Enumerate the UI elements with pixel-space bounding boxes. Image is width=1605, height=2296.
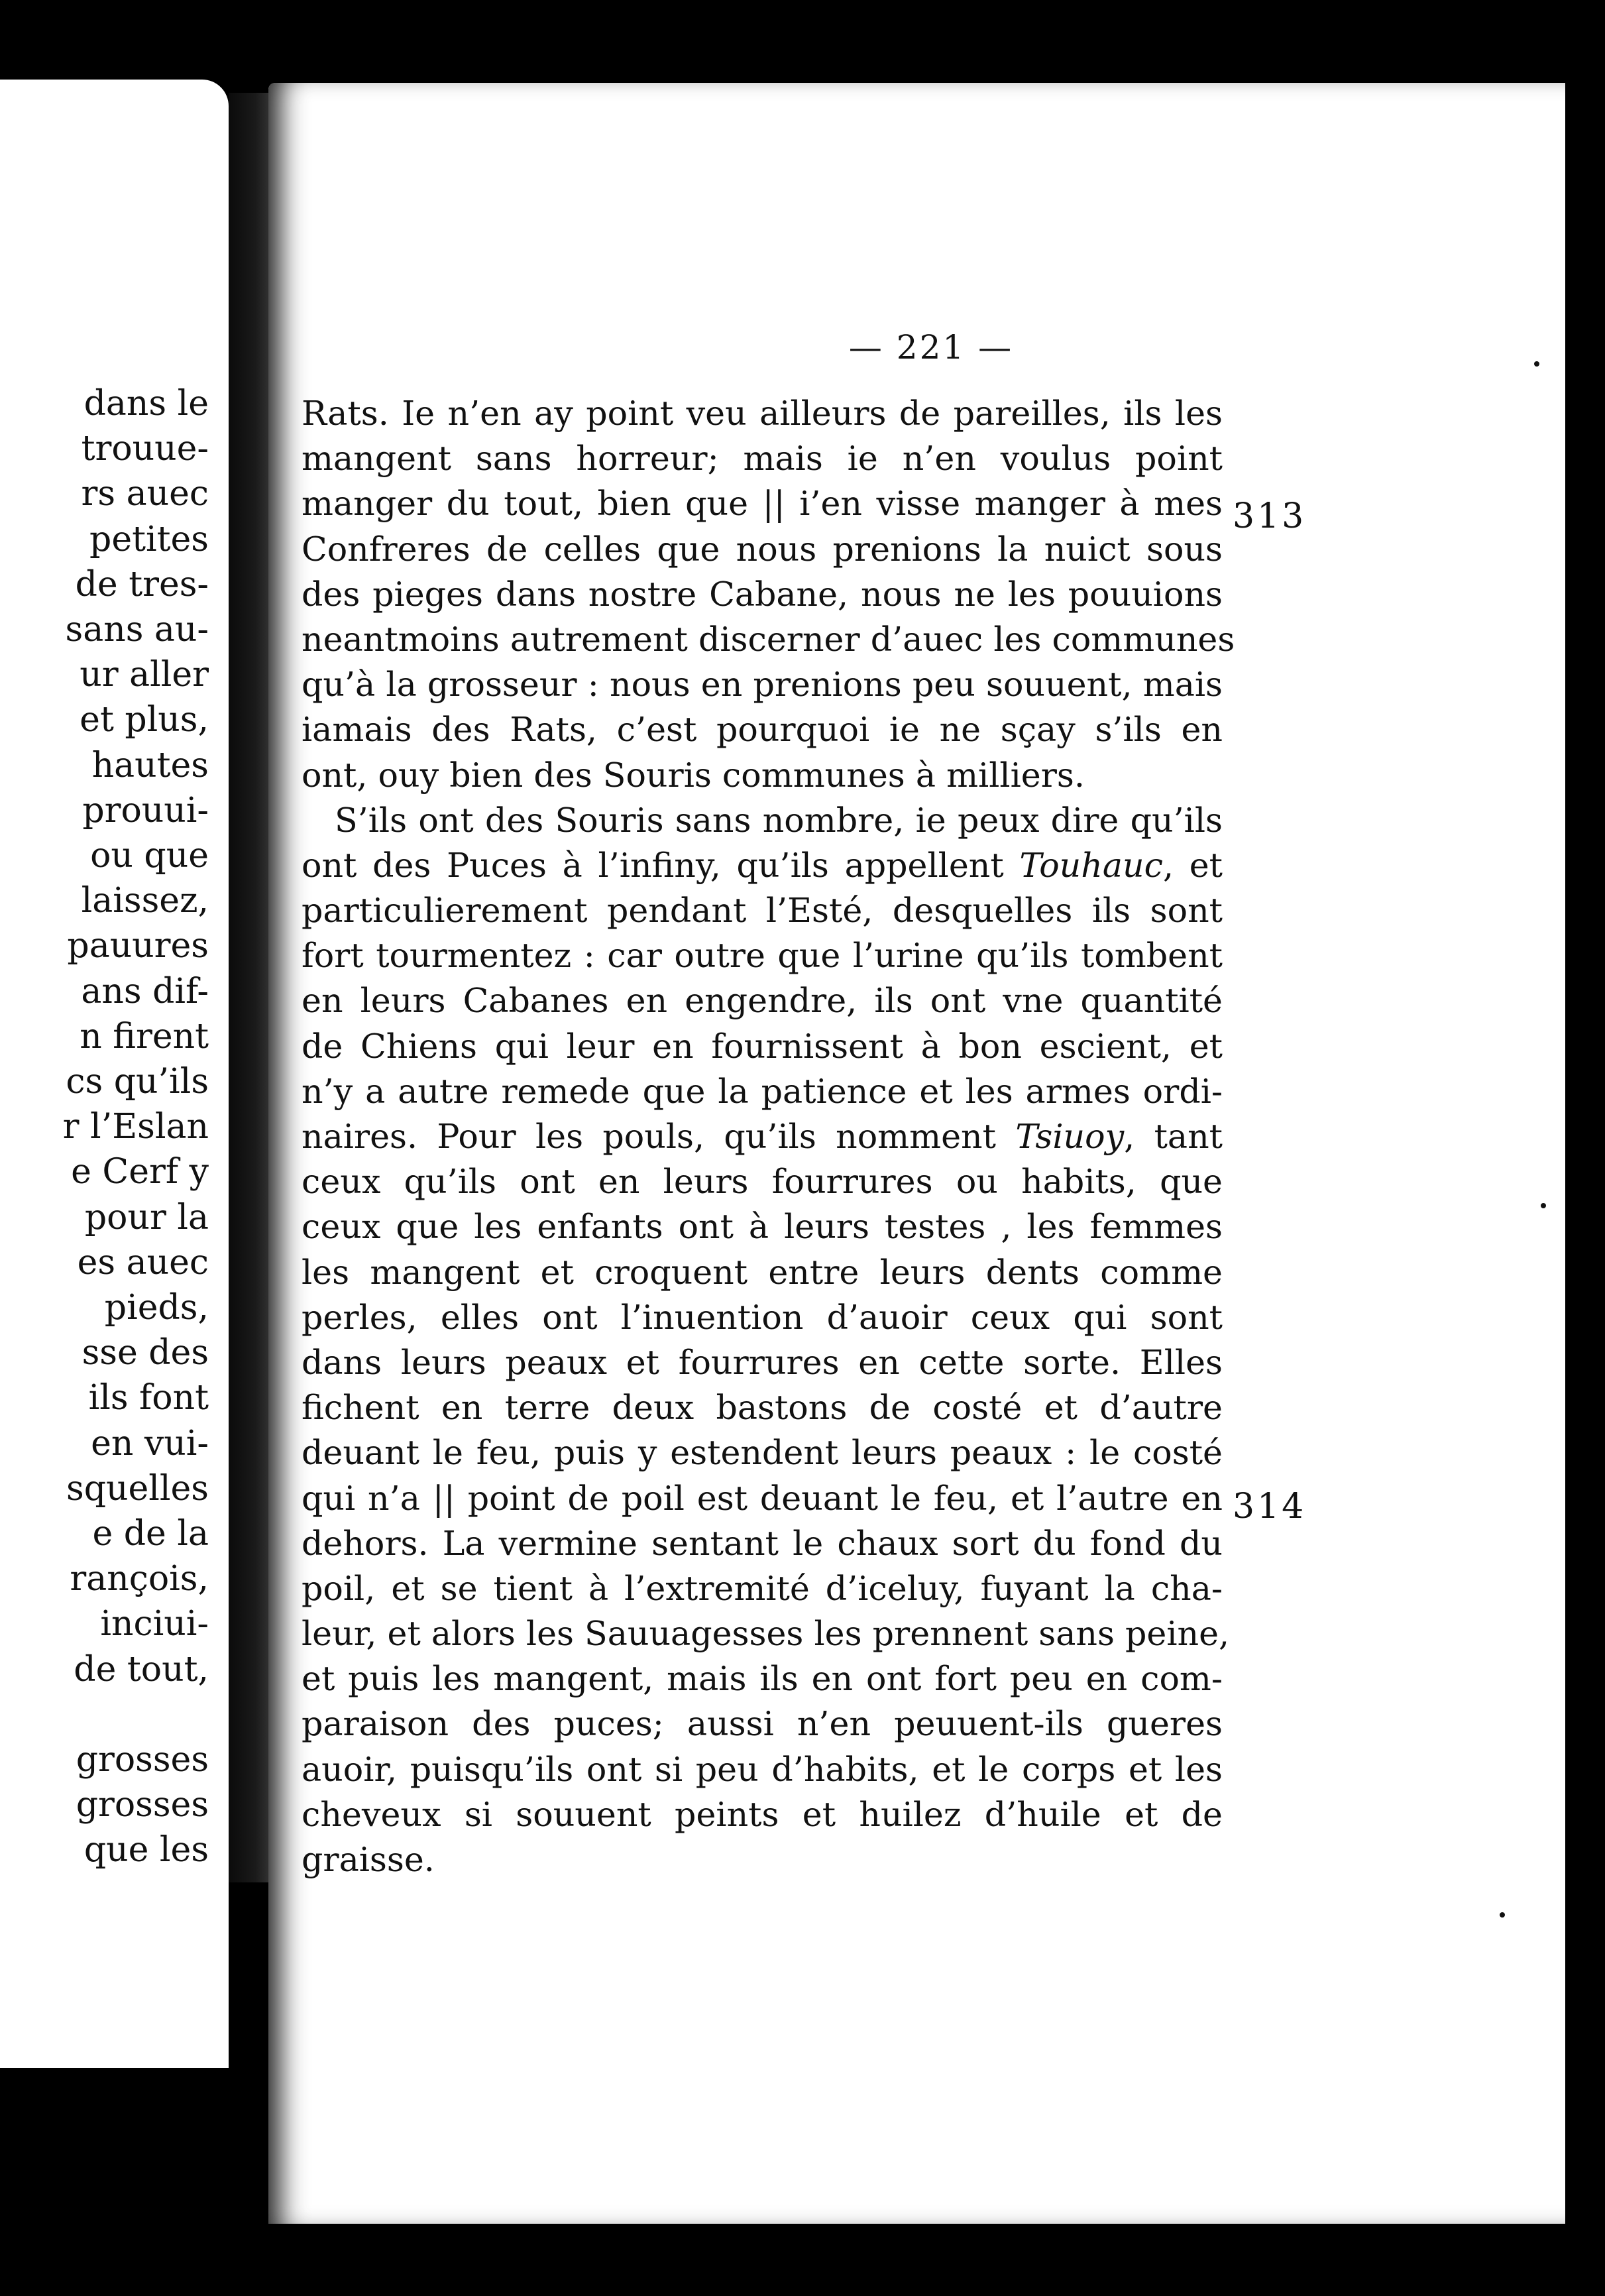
text-line: neantmoins autrement discerner d’auec les communes [302, 619, 1235, 659]
text-line: fichent en terre deux bastons de costé et d’autre [302, 1388, 1223, 1428]
left-page-line: et plus, [80, 700, 209, 740]
text-line [302, 1114, 1223, 1159]
text-segment: , tant [1124, 1117, 1223, 1156]
left-page-line: rançois, [70, 1559, 209, 1599]
left-page-line: pour la [84, 1197, 209, 1237]
left-page-line: sans au- [65, 610, 209, 650]
right-page [268, 83, 1577, 2224]
text-line: de Chiens qui leur en fournissent à bon escient, et [302, 1026, 1223, 1066]
text-line [302, 843, 1223, 888]
left-page-line: sse des [82, 1333, 209, 1373]
left-page-line: laissez, [81, 881, 209, 921]
text-line: iamais des Rats, c’est pourquoi ie ne sçay s’ils en [302, 710, 1223, 750]
text-segment: ont des Puces à l’infiny, qu’ils appellent [302, 845, 1004, 885]
text-line: mangent sans horreur; mais ie n’en voulus point [302, 439, 1223, 479]
text-line: S’ils ont des Souris sans nombre, ie peux dire qu’ils [335, 800, 1223, 840]
scan-speck [1534, 361, 1539, 367]
left-page-line: que les [83, 1830, 209, 1870]
text-line: paraison des puces; aussi n’en peuuent-ils gueres [302, 1704, 1223, 1744]
text-line: et puis les mangent, mais ils en ont fort peu en com- [302, 1659, 1223, 1699]
text-line: qui n’a || point de poil est deuant le feu, et l’autre en [302, 1478, 1223, 1518]
text-line: dehors. La vermine sentant le chaux sort du fond du [302, 1523, 1223, 1563]
text-line: poil, et se tient à l’extremité d’iceluy, fuyant la cha- [302, 1568, 1223, 1608]
left-page-line: de tres- [75, 564, 209, 604]
left-page-line: grosses [76, 1739, 209, 1780]
italic-term-touhauc: Touhauc [1019, 845, 1163, 885]
left-page-line: petites [89, 519, 209, 559]
text-line: dans leurs peaux et fourrures en cette sorte. Elles [302, 1342, 1223, 1382]
left-page-line: dans le [83, 384, 209, 424]
text-line: cheveux si souuent peints et huilez d’huile et de [302, 1794, 1223, 1834]
text-line: particulierement pendant l’Esté, desquelles ils sont [302, 891, 1223, 931]
text-line: qu’à la grosseur : nous en prenions peu souuent, mais [302, 665, 1223, 705]
text-segment: , et [1162, 845, 1223, 885]
left-page-line: trouue- [81, 429, 209, 469]
left-page-line: pieds, [104, 1288, 209, 1328]
text-line: en leurs Cabanes en engendre, ils ont vne quantité [302, 981, 1223, 1021]
left-page-line: es auec [77, 1242, 209, 1283]
left-page-line: grosses [76, 1785, 209, 1825]
text-segment: naires. Pour les pouls, qu’ils nomment [302, 1117, 996, 1156]
text-line: n’y a autre remede que la patience et les armes ordi- [302, 1071, 1223, 1111]
text-line: deuant le feu, puis y estendent leurs peaux : le costé [302, 1433, 1223, 1473]
text-line: fort tourmentez : car outre que l’urine qu’ils tombent [302, 936, 1223, 976]
left-page-line: cs qu’ils [66, 1062, 209, 1102]
left-page-line: en vui- [91, 1423, 209, 1464]
left-page-line: ils font [88, 1378, 209, 1418]
left-page-line [63, 1692, 209, 1737]
left-page-line: ur aller [80, 655, 209, 695]
left-page-line: de tout, [74, 1649, 209, 1690]
left-page-line: pauures [67, 926, 209, 966]
left-page-line: hautes [91, 745, 209, 785]
left-page-line: e Cerf y [71, 1152, 209, 1192]
left-facing-page [0, 80, 229, 2068]
left-page-line: n firent [80, 1016, 209, 1057]
scan-border [1565, 0, 1605, 2296]
page-number: — 221 — [848, 328, 1014, 367]
scan-speck [1500, 1912, 1505, 1918]
text-line: manger du tout, bien que || i’en visse manger à mes [302, 484, 1223, 524]
margin-page-reference: 314 [1233, 1487, 1307, 1526]
left-page-line: squelles [66, 1468, 209, 1509]
text-line: ceux que les enfants ont à leurs testes , les femmes [302, 1207, 1223, 1247]
left-page-line: e de la [92, 1514, 209, 1554]
body-text [302, 391, 1235, 1882]
margin-page-reference: 313 [1233, 496, 1307, 536]
text-line: auoir, puisqu’ils ont si peu d’habits, et le corps et les [302, 1749, 1223, 1789]
text-line: leur, et alors les Sauuagesses les prennent sans peine, [302, 1614, 1230, 1654]
text-line: perles, elles ont l’inuention d’auoir ceux qui sont [302, 1297, 1223, 1337]
scan-speck [1541, 1203, 1546, 1208]
text-line: graisse. [302, 1840, 435, 1879]
text-line: ont, ouy bien des Souris communes à milliers. [302, 755, 1085, 795]
text-line: ceux qu’ils ont en leurs fourrures ou habits, que [302, 1162, 1223, 1202]
text-line: Confreres de celles que nous prenions la nuict sous [302, 529, 1223, 569]
italic-term-tsiuoy: Tsiuoy [1015, 1117, 1125, 1156]
text-line: les mangent et croquent entre leurs dents comme [302, 1252, 1223, 1292]
left-page-line: rs auec [81, 474, 209, 514]
left-page-text [63, 381, 209, 1873]
left-page-line: ou que [90, 836, 209, 876]
left-page-line: r l’Eslan [62, 1107, 209, 1147]
text-line: Rats. Ie n’en ay point veu ailleurs de pareilles, ils les [302, 394, 1223, 433]
left-page-line: inciui- [100, 1604, 209, 1644]
left-page-line: prouui- [82, 790, 209, 831]
left-page-line: ans dif- [81, 971, 209, 1011]
text-line: des pieges dans nostre Cabane, nous ne les pouuions [302, 574, 1223, 614]
